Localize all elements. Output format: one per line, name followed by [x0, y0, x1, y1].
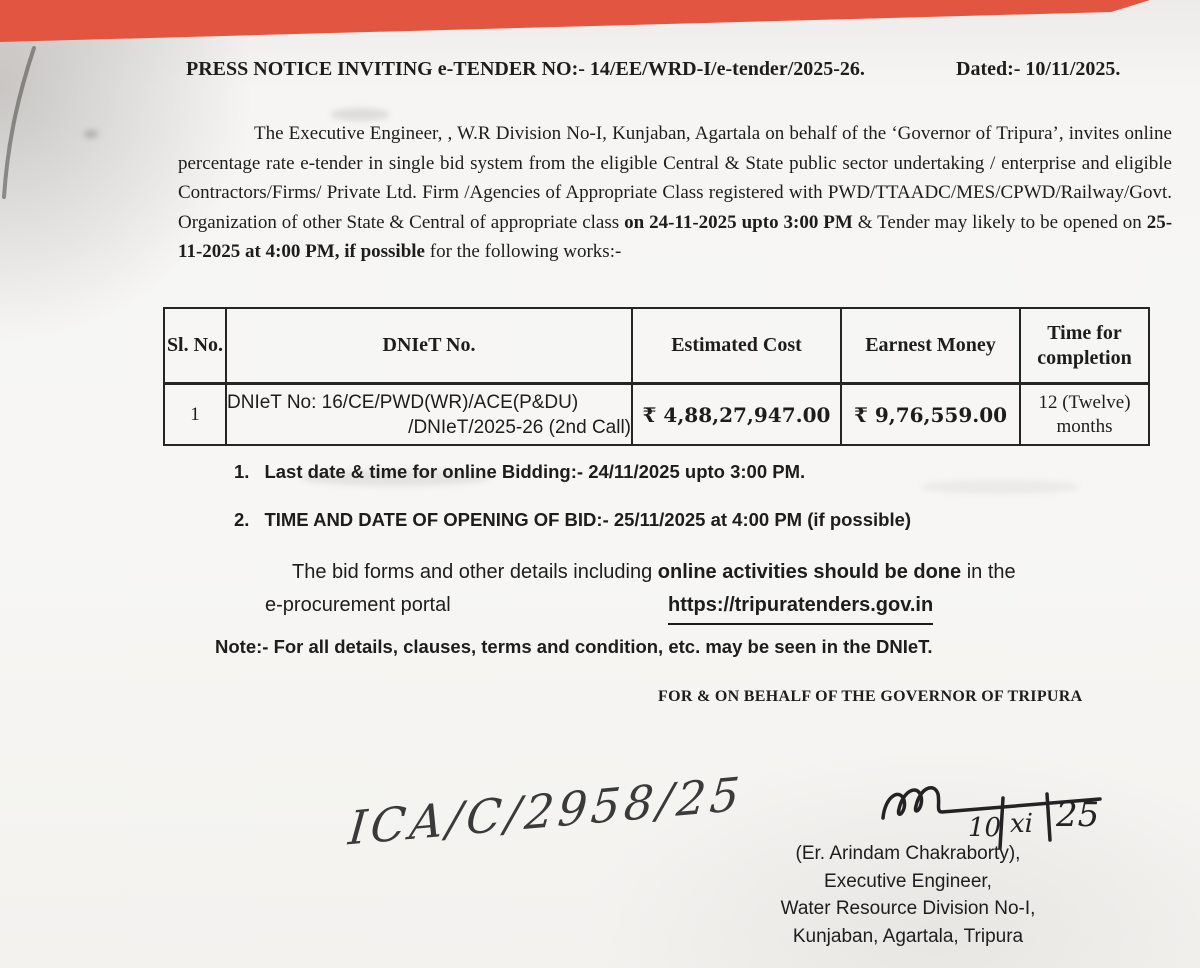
- intro-paragraph: [178, 119, 1172, 267]
- intro-seg5: for the following works:-: [425, 241, 622, 262]
- time-line2: months: [1056, 415, 1113, 437]
- signatory-location: Kunjaban, Agartala, Tripura: [792, 925, 1024, 947]
- table-row: [164, 384, 1149, 446]
- intro-seg1: The Executive Engineer, , W.R Division No-I, Kunjaban, Agartala on behalf of the ‘Governor of Tripura’, invites online percentage rate e-tender in single bid system from the eligible Central & State public sector undertaking / enterprise and eligible Contractors/Firms/ Private Ltd. Firm /Agencies of Appropriate Class registered with PWD/TTAADC/MES/CPWD/Railway/Govt. Organization of other State & Central of appropriate class: [178, 123, 1172, 233]
- bid-forms-text-end: in the: [961, 561, 1016, 583]
- intro-seg3: & Tender may likely to be opened on: [852, 211, 1147, 233]
- scan-smudge: [84, 130, 98, 138]
- signatory-designation: Executive Engineer,: [824, 870, 992, 892]
- item-number: 2.: [234, 509, 250, 530]
- signature-date-day: 10: [968, 813, 1002, 843]
- opening-date-bold: 25-11-2025 at 4:00 PM, if possible: [178, 211, 1173, 262]
- cell-time-completion: [1020, 384, 1149, 446]
- time-line1: 12 (Twelve): [1038, 391, 1131, 413]
- signatory-division: Water Resource Division No-I,: [780, 898, 1036, 919]
- header-dniet-no: DNIeT No.: [226, 308, 632, 384]
- paper-crease: [0, 42, 80, 242]
- bid-deadline-bold: on 24-11-2025 upto 3:00 PM: [624, 211, 853, 233]
- scan-edge-red-bar: [0, 0, 1200, 46]
- cell-earnest-money: ₹ 9,76,559.00: [841, 384, 1020, 446]
- item-number: 1.: [234, 461, 250, 482]
- list-item-bidding-deadline: [234, 461, 805, 483]
- dniet-line2: /DNIeT/2025-26 (2nd Call): [408, 416, 631, 438]
- cell-estimated-cost: ₹ 4,88,27,947.00: [632, 384, 841, 446]
- list-item-bid-opening: [234, 509, 911, 531]
- item-text: Last date & time for online Bidding:- 24/11/2025 upto 3:00 PM.: [264, 461, 806, 482]
- header-earnest-money: Earnest Money: [841, 308, 1020, 384]
- on-behalf-line: FOR & ON BEHALF OF THE GOVERNOR OF TRIPURA: [658, 688, 1083, 705]
- note-line: Note:- For all details, clauses, terms and condition, etc. may be seen in the DNIeT.: [215, 636, 933, 657]
- bid-forms-line2: [265, 589, 1145, 624]
- bid-forms-bold-text: online activities should be done: [657, 561, 962, 583]
- tender-table: [163, 307, 1150, 446]
- signatory-name: (Er. Arindam Chakraborty),: [795, 843, 1021, 864]
- bid-forms-line1: [265, 556, 1145, 589]
- dniet-line1: DNIeT No: 16/CE/PWD(WR)/ACE(P&DU): [227, 391, 579, 413]
- table-header-row: [164, 308, 1149, 384]
- cell-sl-no: 1: [164, 384, 226, 446]
- item-text: TIME AND DATE OF OPENING OF BID:- 25/11/2025 at 4:00 PM (if possible): [264, 509, 912, 530]
- header-time-completion: Time for completion: [1020, 308, 1149, 384]
- portal-url-link: https://tripuratenders.gov.in: [668, 589, 933, 625]
- signature-date-separator: [1047, 794, 1050, 840]
- scan-smudge: [920, 480, 1080, 494]
- notice-date: Dated:- 10/11/2025.: [956, 58, 1121, 80]
- header-sl-no: Sl. No.: [164, 308, 226, 384]
- bid-forms-paragraph: [265, 556, 1145, 624]
- cell-dniet-no: [226, 384, 632, 446]
- signature-date-month: xi: [1010, 809, 1033, 839]
- header-estimated-cost: Estimated Cost: [632, 308, 841, 384]
- notice-title: PRESS NOTICE INVITING e-TENDER NO:- 14/EE/WRD-I/e-tender/2025-26.: [186, 58, 865, 80]
- portal-label: e-procurement portal: [265, 594, 451, 616]
- bid-forms-text: The bid forms and other details including: [292, 561, 658, 583]
- handwritten-reference-number: ICA/C/2958/25: [346, 766, 746, 856]
- signatory-block: [752, 840, 1064, 950]
- signature-date-year: 25: [1056, 795, 1100, 835]
